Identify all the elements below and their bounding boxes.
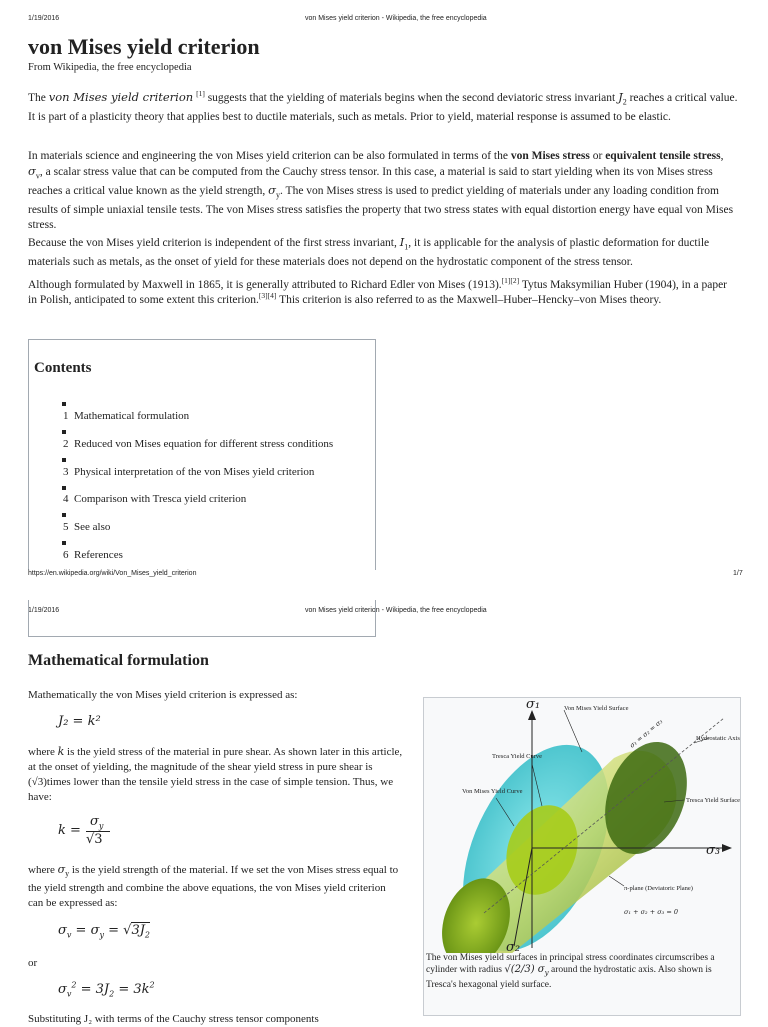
paragraph-history: Although formulated by Maxwell in 1865, it is generally attributed to Richard Edler von Mises (1913).[1][2] Tytus Maksymilian Huber (1904), in a paper in Polish, anticipated to some extent this criterion.[3][4] This criterion is also referred to as the Maxwell–Huber–Hencky–von Mises theory. [28,276,728,306]
bullet-icon [62,458,66,462]
equation-sigma-v: $\sigma_v = \sigma_y = √3J_2$ [58,923,151,940]
print-header-title: von Mises yield criterion - Wikipedia, the free encyclopedia [305,607,487,614]
toc-item-3[interactable]: 3 Physical interpretation of the von Mises yield criterion [63,466,315,478]
yield-surface-diagram [424,698,740,953]
citation-link[interactable]: [3][4] [258,290,277,300]
tresca-surface-label: Tresca Yield Surface [686,797,740,804]
toc-item-4[interactable]: 4 Comparison with Tresca yield criterion [63,493,247,505]
tresca-curve-label: Tresca Yield Curve [492,753,543,760]
equation-j2: J₂ = k² [58,714,101,729]
equation-sigma-v-squared: $\sigma_v^2 = 3J_2 = 3k^2$ [58,980,155,999]
sigma2-label: σ₂ [506,940,521,953]
paragraph-invariant: Because the von Mises yield criterion is independent of the first stress invariant, $I_1$, it is applicable for the analysis of plastic deformation for ductile materials such as metals, as the onset of yield for these materials does not depend on the hydrostatic component of the stress tensor. [28,235,710,268]
paragraph-substituting: Substituting J₂ with terms of the Cauchy stress tensor components [28,1013,319,1025]
print-page-number: 1/7 [733,570,743,577]
hydrostatic-equation: σ₁ = σ₂ = σ₃ [628,717,665,750]
sigma1-label: σ₁ [526,698,541,712]
equation-k: k = $\sigma_y$ √3 [58,814,118,848]
figure-caption: The von Mises yield surfaces in principal stress coordinates circumscribes a cylinder with radius √(2/3) $\sigma_y$ around the hydrostatic axis. Also shown is Tresca's hexagonal yield surface. [426,953,715,990]
page-subtitle: From Wikipedia, the free encyclopedia [28,62,192,73]
print-date: 1/19/2016 [28,15,60,22]
pi-plane-label: π-plane (Deviatoric Plane) [624,885,693,892]
bullet-icon [62,541,66,545]
paragraph-yield-strength: where $\sigma_y$ is the yield strength of the material. If we set the von Mises stress equal to the yield strength and combine the above equations, the von Mises yield criterion can be expressed as: [28,863,399,910]
vm-curve-label: Von Mises Yield Curve [462,788,523,795]
toc-item-2[interactable]: 2 Reduced von Mises equation for different stress conditions [63,438,334,450]
or-text: or [28,957,38,969]
print-footer-url: https://en.wikipedia.org/wiki/Von_Mises_yield_criterion [28,570,197,577]
table-of-contents [28,339,376,570]
toc-item-6[interactable]: 6 References [63,549,123,561]
paragraph-von-mises-stress: In materials science and engineering the von Mises yield criterion can be also formulated in terms of the von Mises stress or equivalent tensile stress, $\sigma_v$, a scalar stress value that can be computed from the Cauchy stress tensor. In this case, a material is said to start yielding when its von Mises stress reaches a critical value known as the yield strength, $\sigma_y$. The von Mises stress is used to predict yielding of materials under any loading condition from results of simple uniaxial tensile tests. The von Mises stress satisfies the property that two stress states with equal distortion energy have equal von Mises stress. [28,150,734,231]
bullet-icon [62,486,66,490]
section-intro: Mathematically the von Mises yield criterion is expressed as: [28,689,298,701]
toc-title: Contents [34,360,92,376]
bullet-icon [62,402,66,406]
toc-item-1[interactable]: 1 Mathematical formulation [63,410,190,422]
bullet-icon [62,513,66,517]
hydrostatic-axis-label: Hydrostatic Axis [696,735,740,742]
page-title: von Mises yield criterion [28,34,260,59]
citation-link[interactable]: [1][2] [501,276,520,286]
toc-continuation [28,600,376,637]
citation-link[interactable]: [1] [196,89,205,99]
vm-surface-label: Von Mises Yield Surface [564,705,629,712]
intro-paragraph: The von Mises yield criterion [1] suggests that the yielding of materials begins when the second deviatoric stress invariant $J_2$ reaches a critical value. It is part of a plasticity theory that applies best to ductile materials, such as metals. Prior to yield, material response is assumed to be elastic. [28,89,738,123]
print-date: 1/19/2016 [28,607,60,614]
pi-plane-equation: σ₁ + σ₂ + σ₃ = 0 [624,908,678,916]
section-heading: Mathematical formulation [28,652,209,669]
print-header-title: von Mises yield criterion - Wikipedia, the free encyclopedia [305,15,487,22]
paragraph-shear: where k is the yield stress of the material in pure shear. As shown later in this article, at the onset of yielding, the magnitude of the shear yield stress in pure shear is (√3)times lower than the tensile yield stress in the case of simple tension. Thus, we have: [28,745,403,803]
bullet-icon [62,430,66,434]
toc-item-5[interactable]: 5 See also [63,521,111,533]
sigma3-label: σ₃ [706,843,721,858]
